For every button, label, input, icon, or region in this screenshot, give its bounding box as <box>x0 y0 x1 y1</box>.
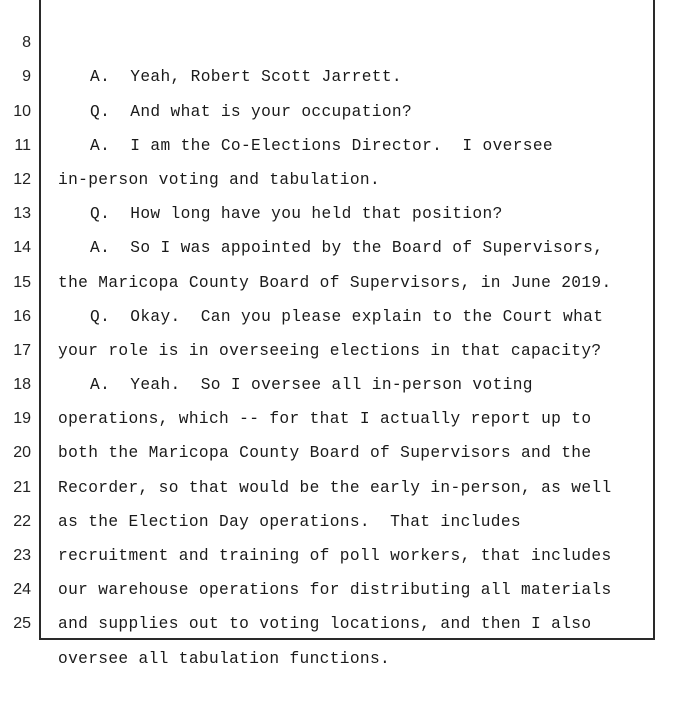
line-text: your role is in overseeing elections in that capacity? <box>58 341 602 360</box>
line-number: 24 <box>13 581 31 599</box>
line-number: 21 <box>13 478 31 496</box>
line-text: Recorder, so that would be the early in-person, as well <box>58 478 612 497</box>
line-text: Q. How long have you held that position? <box>90 205 503 224</box>
line-text: the Maricopa County Board of Supervisors, in June 2019. <box>58 273 612 292</box>
line-number: 18 <box>13 376 31 394</box>
line-text: in-person voting and tabulation. <box>58 170 381 189</box>
line-number: 11 <box>14 136 31 154</box>
line-number: 17 <box>13 341 31 359</box>
line-number: 23 <box>13 547 31 565</box>
line-number: 19 <box>13 410 31 428</box>
line-text: A. So I was appointed by the Board of Supervisors, <box>90 239 604 258</box>
line-text: as the Election Day operations. That includes <box>58 512 521 531</box>
line-text: recruitment and training of poll workers, that includes <box>58 547 612 566</box>
line-number: 14 <box>13 239 31 257</box>
transcript-line-8 <box>0 0 680 87</box>
line-number: 8 <box>22 34 31 52</box>
line-number: 9 <box>22 68 31 86</box>
line-number: 22 <box>13 512 31 530</box>
line-text: oversee all tabulation functions. <box>58 649 391 668</box>
line-number: 20 <box>13 444 31 462</box>
line-number: 10 <box>13 102 31 120</box>
line-text: our warehouse operations for distributing all materials <box>58 581 612 600</box>
line-text: both the Maricopa County Board of Supervisors and the <box>58 444 592 463</box>
line-text: and supplies out to voting locations, and then I also <box>58 615 592 634</box>
line-number: 16 <box>13 307 31 325</box>
line-number: 12 <box>13 170 31 188</box>
line-number: 13 <box>13 205 31 223</box>
line-text: A. I am the Co-Elections Director. I oversee <box>90 136 553 155</box>
line-text: A. Yeah. So I oversee all in-person voting <box>90 376 533 395</box>
line-text: Q. And what is your occupation? <box>90 102 413 121</box>
line-text: operations, which -- for that I actually report up to <box>58 410 592 429</box>
line-text: A. Yeah, Robert Scott Jarrett. <box>90 68 402 87</box>
line-number: 15 <box>13 273 31 291</box>
line-text: Q. Okay. Can you please explain to the Court what <box>90 307 604 326</box>
line-number: 25 <box>13 615 31 633</box>
